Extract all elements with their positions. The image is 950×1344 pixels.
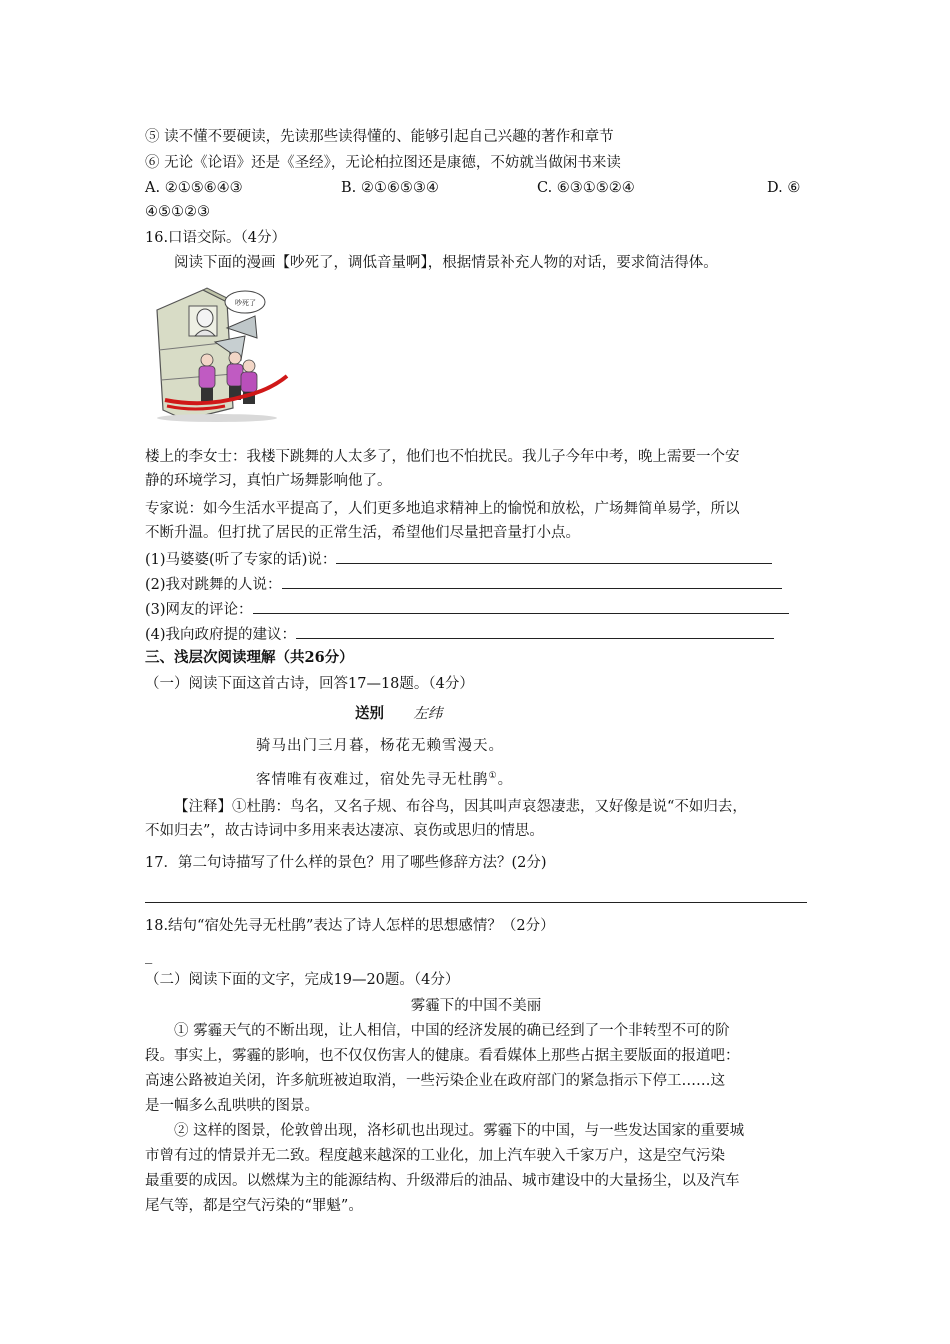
- poem-heading: [355, 703, 442, 725]
- poem-note-2: 不如归去”，故古诗词中多用来表达凄凉、哀伤或思归的情思。: [145, 823, 544, 839]
- q16-li-text-1: 楼上的李女士：我楼下跳舞的人太多了，他们也不怕扰民。我儿子今年中考，晚上需要一个安: [145, 449, 740, 465]
- q16-blank-1-field[interactable]: [336, 547, 772, 564]
- poem-author: 左纬: [413, 706, 443, 722]
- para-2-line-4: 尾气等，都是空气污染的“罪魁”。: [145, 1198, 363, 1214]
- cartoon-image: [145, 280, 290, 425]
- cartoon-bubble-text: 吵死了: [235, 299, 256, 307]
- poem-note-mark: ①: [488, 771, 498, 781]
- para-1-line-4: 是一幅多么乱哄哄的图景。: [145, 1098, 319, 1114]
- section-3-title: 三、浅层次阅读理解（共26分）: [145, 649, 354, 666]
- q15-options: [145, 177, 807, 199]
- q16-blank-1-row: [145, 547, 772, 571]
- para-2-line-3: 最重要的成因。以燃煤为主的能源结构、升级滞后的油品、城市建设中的大量扬尘，以及汽车: [145, 1173, 740, 1189]
- poem-title: 送别: [355, 705, 384, 722]
- q16-blank-2-label: (2)我对跳舞的人说：: [145, 577, 282, 593]
- q17-text: 17．第二句诗描写了什么样的景色？用了哪些修辞方法？(2分): [145, 855, 547, 871]
- q15-item-6: ⑥ 无论《论语》还是《圣经》，无论柏拉图还是康德，不妨就当做闲书来读: [145, 155, 621, 171]
- poem-line-1: 骑马出门三月暮，杨花无赖雪漫天。: [256, 738, 504, 754]
- article-title: 雾霾下的中国不美丽: [410, 998, 542, 1014]
- q16-blank-4-field[interactable]: [296, 622, 774, 639]
- q16-expert-text-1: 专家说：如今生活水平提高了，人们更多地追求精神上的愉悦和放松，广场舞简单易学，所以: [145, 501, 740, 517]
- q16-blank-3-row: [145, 597, 789, 621]
- q15-option-b: B. ②①⑥⑤③④: [341, 180, 439, 196]
- poem-line-2: [256, 765, 513, 791]
- q16-li-text-2: 静的环境学习，真怕广场舞影响他了。: [145, 473, 392, 489]
- q15-option-d-cont: ④⑤①②③: [145, 204, 210, 220]
- para-2-line-1: ② 这样的图景，伦敦曾出现，洛杉矶也出现过。雾霾下的中国，与一些发达国家的重要城: [174, 1123, 745, 1139]
- q16-expert-text-2: 不断升温。但打扰了居民的正常生活，希望他们尽量把音量打小点。: [145, 525, 580, 541]
- q15-option-a: A. ②①⑤⑥④③: [145, 180, 243, 196]
- q16-blank-1-label: (1)马婆婆(听了专家的话)说：: [145, 552, 337, 568]
- poem-note-1: 【注释】①杜鹃：鸟名，又名子规、布谷鸟，因其叫声哀怨凄悲，又好像是说“不如归去，: [174, 799, 747, 815]
- q16-blank-3-field[interactable]: [253, 597, 789, 614]
- para-1-line-2: 段。事实上，雾霾的影响，也不仅仅伤害人的健康。看看媒体上那些占据主要版面的报道吧：: [145, 1048, 740, 1064]
- q16-instruction: 阅读下面的漫画【吵死了，调低音量啊】，根据情景补充人物的对话，要求简洁得体。: [174, 255, 718, 271]
- q16-blank-2-row: [145, 572, 782, 596]
- part-1-instruction: （一）阅读下面这首古诗，回答17—18题。（4分）: [145, 676, 474, 692]
- q16-title: 16.口语交际。（4分）: [145, 230, 287, 246]
- part-2-instruction: （二）阅读下面的文字，完成19—20题。（4分）: [145, 972, 460, 988]
- q18-text: 18.结句“宿处先寻无杜鹃”表达了诗人怎样的思想感情？（2分）: [145, 918, 555, 934]
- q15-item-5: ⑤ 读不懂不要硬读，先读那些读得懂的、能够引起自己兴趣的著作和章节: [145, 129, 614, 145]
- poem-line-2-end: 。: [497, 771, 514, 788]
- para-1-line-1: ① 雾霾天气的不断出现，让人相信，中国的经济发展的确已经到了一个非转型不可的阶: [174, 1023, 730, 1039]
- poem-line-2-text: 客情唯有夜难过，宿处先寻无杜鹃: [256, 771, 489, 788]
- q17-answer-line[interactable]: [145, 902, 807, 903]
- para-1-line-3: 高速公路被迫关闭，许多航班被迫取消，一些污染企业在政府部门的紧急指示下停工……这: [145, 1073, 725, 1089]
- q15-option-c: C. ⑥③①⑤②④: [537, 180, 635, 196]
- q18-answer-mark[interactable]: _: [145, 948, 153, 964]
- q15-option-d: D. ⑥: [767, 180, 801, 196]
- para-2-line-2: 市曾有过的情景并无二致。程度越来越深的工业化，加上汽车驶入千家万户，这是空气污染: [145, 1148, 725, 1164]
- q16-blank-2-field[interactable]: [282, 572, 782, 589]
- q16-blank-3-label: (3)网友的评论：: [145, 602, 253, 618]
- q16-blank-4-label: (4)我向政府提的建议：: [145, 627, 297, 643]
- q16-blank-4-row: [145, 622, 774, 646]
